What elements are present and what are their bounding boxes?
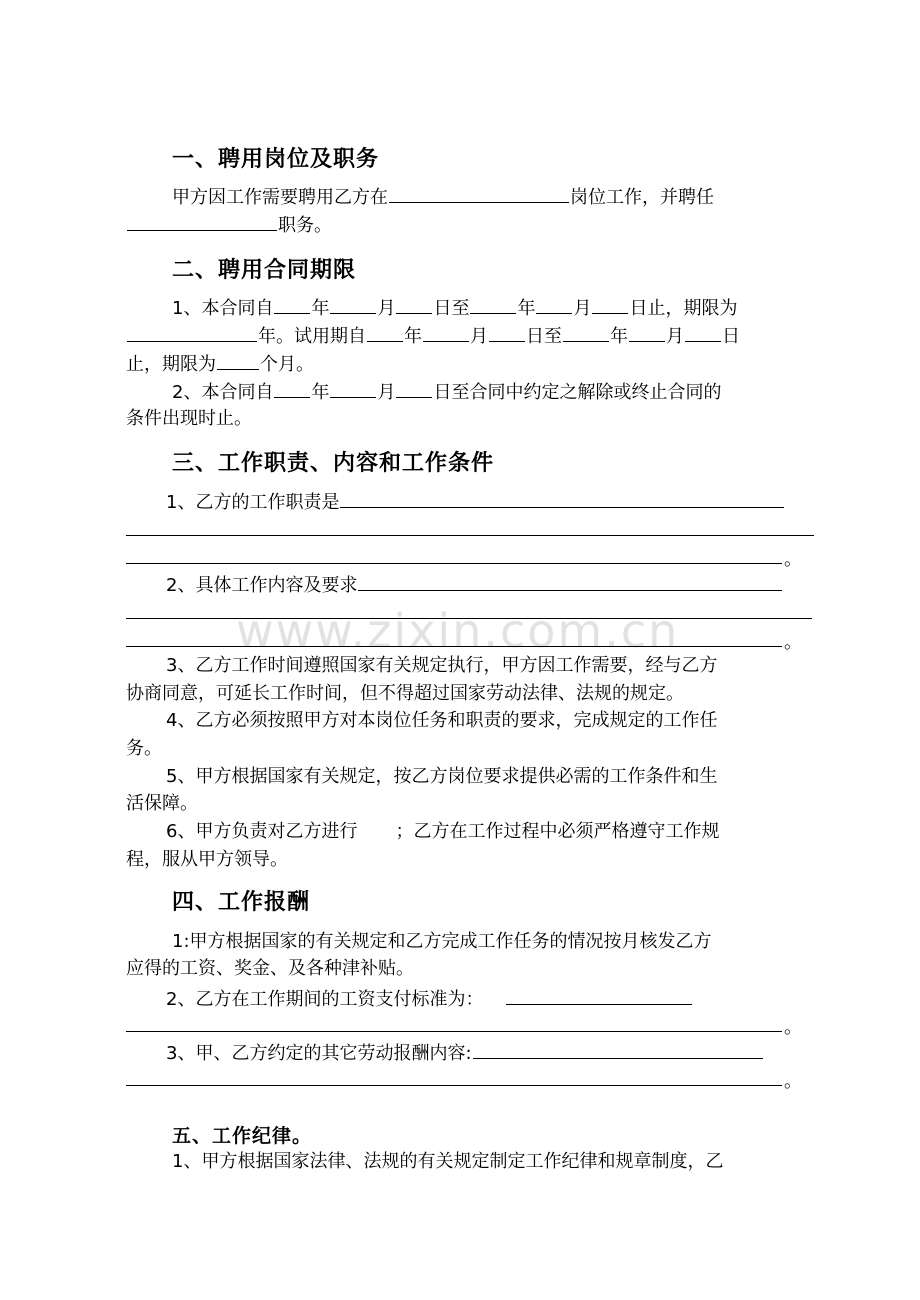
day-to-label: 日至 <box>526 326 562 347</box>
s2-p2-line-2: 条件出现时止。 <box>126 408 252 429</box>
blank <box>470 295 516 314</box>
s3-p4-line-2: 务。 <box>126 738 162 759</box>
s2-p2-text: 2、本合同自 <box>172 382 274 403</box>
month-label: 月 <box>573 298 592 319</box>
blank <box>489 323 525 342</box>
s3-p2-line-1 <box>166 572 783 598</box>
blank <box>367 323 403 342</box>
blank-content <box>358 572 782 591</box>
s2-p1-line-1 <box>172 295 737 321</box>
month-label: 月 <box>470 326 488 347</box>
month-label: 月 <box>377 382 396 403</box>
blank-line <box>126 1031 782 1032</box>
month-label: 月 <box>377 298 396 319</box>
blank <box>396 295 432 314</box>
day-to-label: 日至 <box>433 298 470 319</box>
s3-p6-text-a: 6、甲方负责对乙方进行 <box>166 821 358 842</box>
s4-p3-text: 3、甲、乙方约定的其它劳动报酬内容: <box>166 1043 472 1064</box>
period-mark: 。 <box>784 549 802 570</box>
year-label: 年 <box>311 382 330 403</box>
s2-p1-text: 1、本合同自 <box>172 298 274 319</box>
s3-p3-line-1: 3、乙方工作时间遵照国家有关规定执行，甲方因工作需要，经与乙方 <box>166 655 718 676</box>
s3-p6-line-2: 程，服从甲方领导。 <box>126 849 288 870</box>
blank <box>685 323 721 342</box>
blank <box>423 323 469 342</box>
s4-p1-line-2: 应得的工资、奖金、及各种津补贴。 <box>126 958 414 979</box>
year-label: 年 <box>517 298 536 319</box>
blank-pay-standard <box>506 986 692 1005</box>
section-5-title: 五、工作纪律。 <box>172 1125 313 1147</box>
blank-line <box>126 646 782 647</box>
s4-p3-line-1 <box>166 1040 764 1066</box>
blank <box>330 295 376 314</box>
blank <box>396 379 432 398</box>
s3-p5-line-2: 活保障。 <box>126 793 198 814</box>
s2-p2-rest: 日至合同中约定之解除或终止合同的 <box>433 382 722 403</box>
s1-line-1 <box>172 184 714 210</box>
day-label: 日 <box>722 326 740 347</box>
s2-p2-line-1 <box>172 379 721 405</box>
blank <box>629 323 665 342</box>
month-count-label: 个月。 <box>260 354 314 375</box>
s4-p2-text: 2、乙方在工作期间的工资支付标准为： <box>166 989 484 1010</box>
blank <box>217 351 259 370</box>
blank <box>330 379 376 398</box>
s3-p1-text: 1、乙方的工作职责是 <box>166 492 340 513</box>
watermark: www.zixin.com.cn <box>236 604 680 658</box>
s3-p1-line-1 <box>166 489 785 515</box>
year-label: 年 <box>610 326 628 347</box>
s3-p5-line-1: 5、甲方根据国家有关规定，按乙方岗位要求提供必需的工作条件和生 <box>166 766 718 787</box>
s2-p1-line-3 <box>126 351 314 377</box>
blank-position <box>389 184 569 203</box>
s2-trial-text: 年。试用期自 <box>258 326 366 347</box>
s3-p3-line-2: 协商同意，可延长工作时间，但不得超过国家劳动法律、法规的规定。 <box>126 683 684 704</box>
period-mark: 。 <box>784 1017 802 1038</box>
s3-p4-line-1: 4、乙方必须按照甲方对本岗位任务和职责的要求，完成规定的工作任 <box>166 710 718 731</box>
s4-p2-line-1 <box>166 986 693 1012</box>
blank-line <box>126 618 812 619</box>
blank <box>127 323 257 342</box>
blank <box>563 323 609 342</box>
blank-other-pay <box>473 1040 763 1059</box>
s1-text-b: 岗位工作，并聘任 <box>570 187 714 208</box>
year-label: 年 <box>404 326 422 347</box>
s4-p1-line-1: 1:甲方根据国家的有关规定和乙方完成工作任务的情况按月核发乙方 <box>172 931 712 952</box>
period-mark: 。 <box>784 1071 802 1092</box>
day-end-label: 日止，期限为 <box>629 298 738 319</box>
month-label: 月 <box>666 326 684 347</box>
s1-text-c: 职务。 <box>278 215 332 236</box>
s2-p1-line-2 <box>126 323 740 349</box>
period-mark: 。 <box>784 632 802 653</box>
blank-duties <box>340 489 784 508</box>
section-3-title: 三、工作职责、内容和工作条件 <box>172 451 495 476</box>
blank <box>274 379 310 398</box>
blank-duty <box>127 212 277 231</box>
blank-line <box>126 563 782 564</box>
section-1-title: 一、聘用岗位及职务 <box>172 147 380 172</box>
s1-text-a: 甲方因工作需要聘用乙方在 <box>172 187 388 208</box>
s3-p6-text-b: ；乙方在工作过程中必须严格遵守工作规 <box>395 821 720 842</box>
blank-line <box>126 535 814 536</box>
blank <box>536 295 572 314</box>
s2-period-text: 止，期限为 <box>126 354 216 375</box>
s3-p6-line-1 <box>166 820 719 844</box>
blank-line <box>126 1085 782 1086</box>
blank <box>274 295 310 314</box>
s1-line-2 <box>126 212 332 238</box>
section-4-title: 四、工作报酬 <box>172 890 311 915</box>
blank <box>592 295 628 314</box>
s3-p2-text: 2、具体工作内容及要求 <box>166 575 358 596</box>
s5-p1-line-1: 1、甲方根据国家法律、法规的有关规定制定工作纪律和规章制度，乙 <box>172 1151 724 1172</box>
section-2-title: 二、聘用合同期限 <box>172 258 357 283</box>
year-label: 年 <box>311 298 330 319</box>
